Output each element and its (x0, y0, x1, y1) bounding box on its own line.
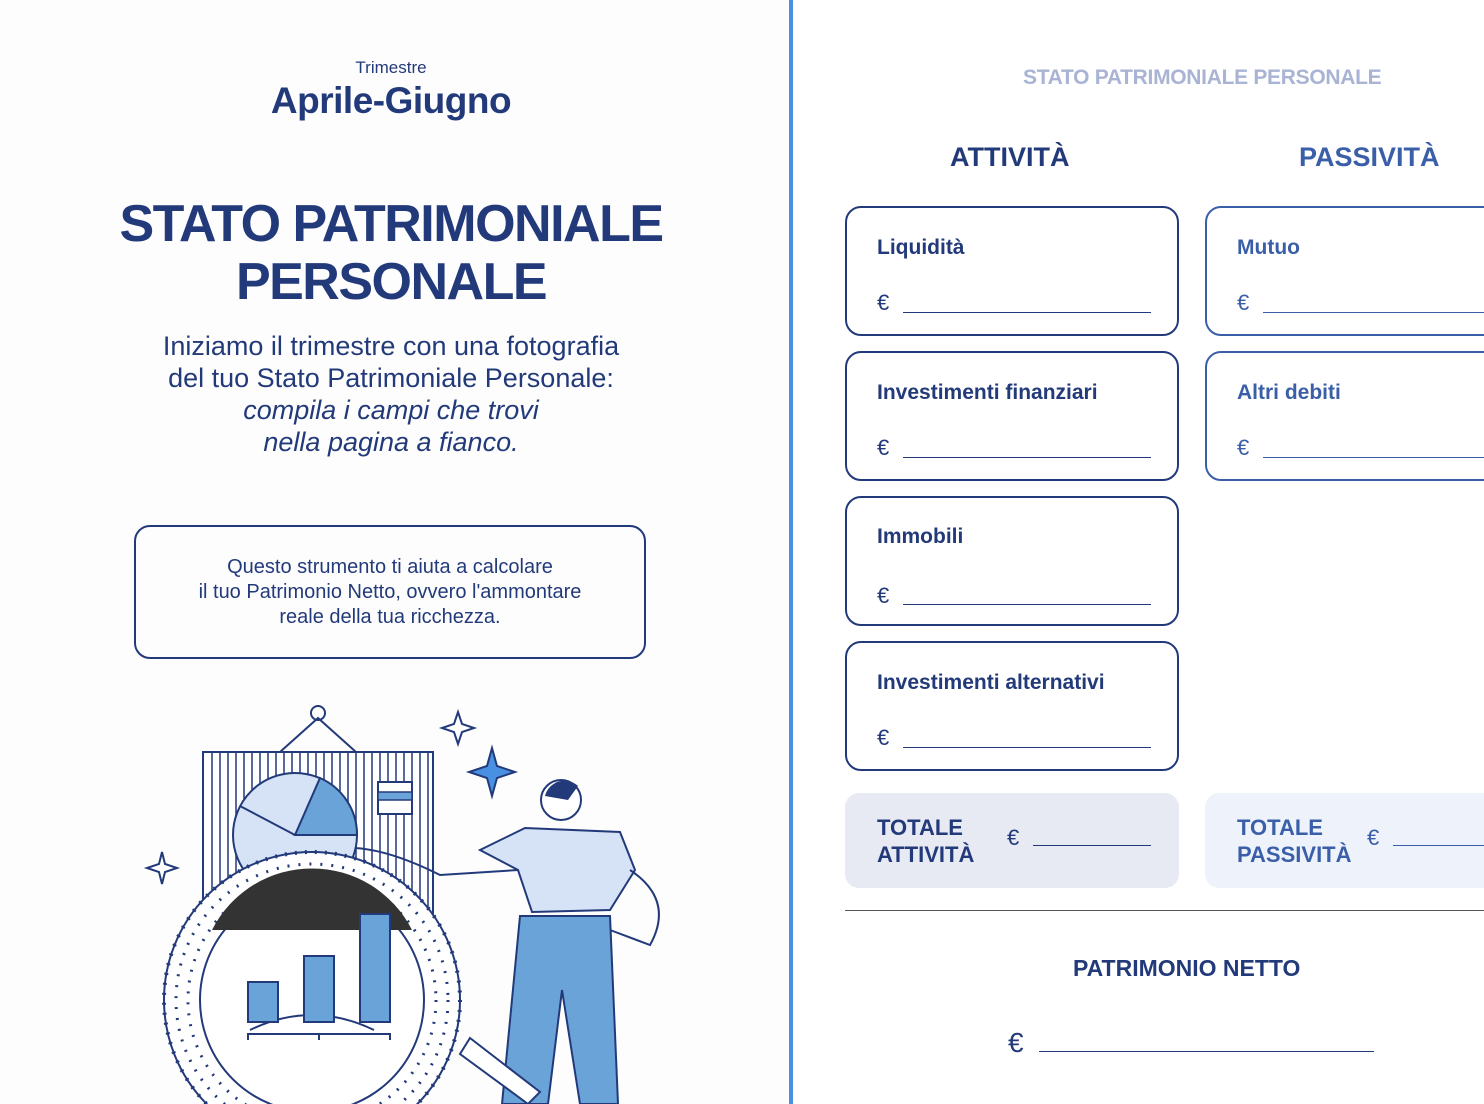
euro-sign: € (1367, 825, 1380, 850)
page-title (0, 195, 782, 311)
sparkle-small-icon (147, 852, 177, 884)
euro-sign: € (1237, 290, 1250, 315)
asset-label: Investimenti finanziari (877, 381, 1098, 404)
asset-input-line[interactable] (903, 312, 1151, 313)
intro-line1: Iniziamo il trimestre con una fotografia (162, 331, 620, 361)
form-header: STATO PATRIMONIALE PERSONALE (1023, 66, 1382, 89)
intro-text (0, 330, 782, 458)
right-page (793, 0, 1484, 1104)
liability-label: Mutuo (1237, 236, 1300, 259)
asset-label: Immobili (877, 525, 964, 548)
intro-line3: compila i campi che trovi (243, 395, 539, 425)
liability-card-mutuo (1205, 206, 1484, 336)
info-line3: reale della tua ricchezza. (279, 605, 501, 628)
intro-line2: del tuo Stato Patrimoniale Personale: (168, 363, 614, 393)
info-line2: il tuo Patrimonio Netto, ovvero l'ammontare (198, 580, 582, 603)
assets-heading: ATTIVITÀ (950, 142, 1070, 172)
euro-sign: € (1008, 1027, 1024, 1058)
quarter-kicker: Trimestre (355, 58, 427, 77)
euro-sign: € (877, 290, 890, 315)
asset-card-investimenti-finanziari (845, 351, 1179, 481)
total-liabilities-label (1237, 814, 1352, 868)
total-assets-box (845, 793, 1179, 888)
liability-input-line[interactable] (1263, 457, 1484, 458)
section-separator (845, 910, 1484, 911)
liabilities-heading: PASSIVITÀ (1299, 142, 1440, 172)
finance-illustration (140, 700, 700, 1104)
asset-card-liquidita (845, 206, 1179, 336)
euro-sign: € (877, 583, 890, 608)
intro-line4: nella pagina a fianco. (263, 427, 519, 457)
euro-sign: € (1007, 825, 1020, 850)
total-liabilities-input-line[interactable] (1393, 845, 1484, 846)
info-line1: Questo strumento ti aiuta a calcolare (227, 555, 553, 578)
info-box (134, 525, 646, 659)
asset-input-line[interactable] (903, 747, 1151, 748)
page-title-line1: STATO PATRIMONIALE (119, 195, 663, 253)
total-assets-input-line[interactable] (1033, 845, 1151, 846)
sparkle-filled-icon (469, 748, 515, 796)
quarter-period: Aprile-Giugno (270, 80, 512, 121)
asset-label: Liquidità (877, 236, 965, 259)
total-assets-line2: ATTIVITÀ (877, 842, 975, 867)
asset-input-line[interactable] (903, 604, 1151, 605)
total-liabilities-line1: TOTALE (1237, 815, 1323, 840)
euro-sign: € (1237, 435, 1250, 460)
asset-card-immobili (845, 496, 1179, 626)
euro-sign: € (877, 725, 890, 750)
net-worth-title: PATRIMONIO NETTO (1073, 955, 1301, 981)
sparkle-icon (442, 712, 474, 744)
total-assets-label (877, 814, 974, 868)
net-worth-input-line[interactable] (1039, 1051, 1374, 1052)
liability-input-line[interactable] (1263, 312, 1484, 313)
total-assets-line1: TOTALE (877, 815, 963, 840)
page-title-line2: PERSONALE (235, 253, 547, 311)
euro-sign: € (877, 435, 890, 460)
total-liabilities-box (1205, 793, 1484, 888)
total-liabilities-line2: PASSIVITÀ (1237, 842, 1352, 867)
asset-label: Investimenti alternativi (877, 671, 1105, 694)
asset-card-investimenti-alternativi (845, 641, 1179, 771)
liability-label: Altri debiti (1237, 381, 1341, 404)
liability-card-altri-debiti (1205, 351, 1484, 481)
asset-input-line[interactable] (903, 457, 1151, 458)
